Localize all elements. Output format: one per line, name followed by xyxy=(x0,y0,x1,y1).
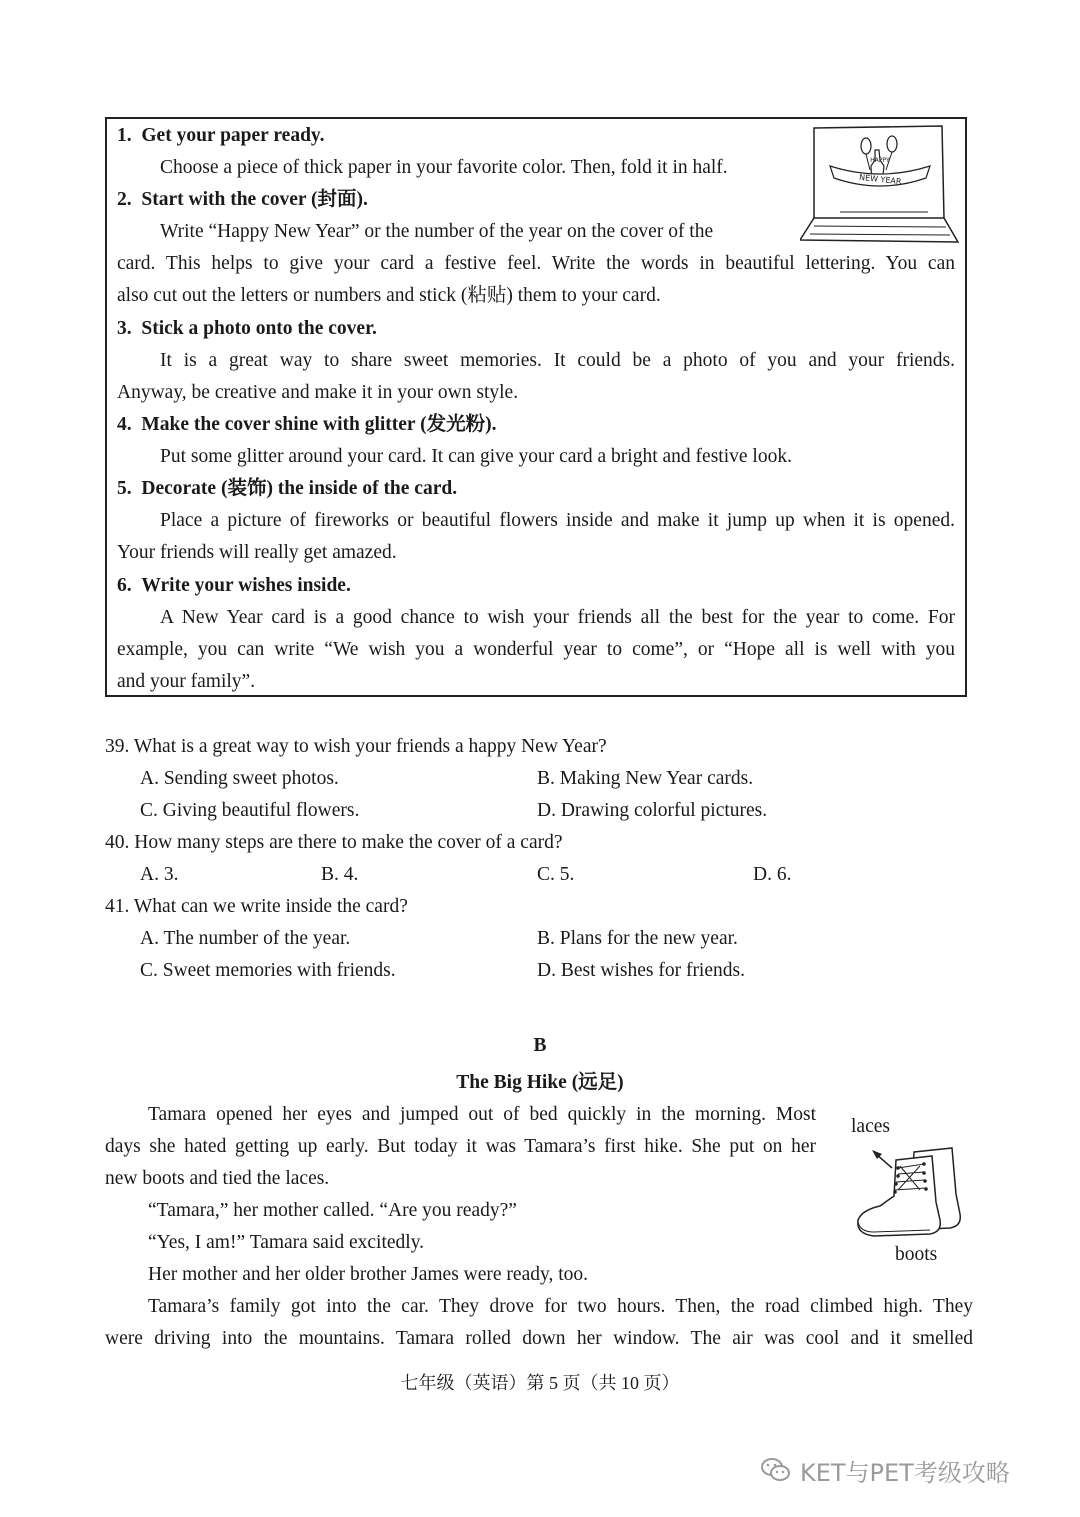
passage-b-line-5: “Yes, I am!” Tamara said excitedly. xyxy=(148,1232,425,1253)
step-4-title: 4. Make the cover shine with glitter (发光粉). xyxy=(117,414,497,435)
question-40-stem: 40. How many steps are there to make the cover of a card? xyxy=(105,832,563,853)
step-4-body-1: Put some glitter around your card. It can give your card a bright and festive look. xyxy=(160,446,792,467)
passage-b-title: The Big Hike (远足) xyxy=(456,1072,624,1093)
step-2-body-1: Write “Happy New Year” or the number of the year on the cover of the xyxy=(160,221,714,242)
step-2-body-3: also cut out the letters or numbers and stick (粘贴) them to your card. xyxy=(117,285,661,306)
question-40-option-c: C. 5. xyxy=(537,864,575,885)
question-39-option-b: B. Making New Year cards. xyxy=(537,768,754,789)
boots-label: boots xyxy=(895,1244,938,1265)
question-40-option-b: B. 4. xyxy=(321,864,359,885)
passage-b-line-4: “Tamara,” her mother called. “Are you ready?” xyxy=(148,1200,517,1221)
watermark xyxy=(760,1452,1060,1488)
question-41-option-d: D. Best wishes for friends. xyxy=(537,960,745,981)
page-footer: 七年级（英语）第 5 页（共 10 页） xyxy=(400,1373,680,1393)
passage-b-line-6: Her mother and her older brother James were ready, too. xyxy=(148,1264,589,1285)
question-40-option-d: D. 6. xyxy=(753,864,792,885)
step-2-title: 2. Start with the cover (封面). xyxy=(117,189,368,210)
step-1-body-1: Choose a piece of thick paper in your favorite color. Then, fold it in half. xyxy=(160,157,728,178)
question-39-option-d: D. Drawing colorful pictures. xyxy=(537,800,768,821)
step-2-body-2: card. This helps to give your card a festive feel. Write the words in beautiful lettering. You can xyxy=(117,253,955,274)
question-41-option-b: B. Plans for the new year. xyxy=(537,928,738,949)
step-3-body-2: Anyway, be creative and make it in your own style. xyxy=(117,382,519,403)
passage-b-line-7: Tamara’s family got into the car. They drove for two hours. Then, the road climbed high. They xyxy=(148,1296,973,1317)
watermark-text: KET与PET考级攻略 xyxy=(800,1458,1010,1487)
card-text-happy: HAPPY xyxy=(870,157,890,164)
question-39-option-c: C. Giving beautiful flowers. xyxy=(140,800,360,821)
new-year-card-illustration xyxy=(800,122,960,244)
passage-b-line-1: Tamara opened her eyes and jumped out of bed quickly in the morning. Most xyxy=(148,1104,816,1125)
question-41-option-a: A. The number of the year. xyxy=(140,928,351,949)
step-6-body-2: example, you can write “We wish you a wonderful year to come”, or “Hope all is well with you xyxy=(117,639,955,660)
section-b-heading: B xyxy=(533,1035,547,1056)
card-text-new-year: NEW YEAR xyxy=(858,172,902,187)
step-6-title: 6. Write your wishes inside. xyxy=(117,575,351,596)
step-5-body-1: Place a picture of fireworks or beautiful flowers inside and make it jump up when it is opened. xyxy=(160,510,955,531)
passage-b-line-3: new boots and tied the laces. xyxy=(105,1168,330,1189)
question-39-stem: 39. What is a great way to wish your friends a happy New Year? xyxy=(105,736,607,757)
passage-b-line-8: were driving into the mountains. Tamara rolled down her window. The air was cool and it smelled xyxy=(105,1328,973,1349)
question-39-option-a: A. Sending sweet photos. xyxy=(140,768,339,789)
question-40-option-a: A. 3. xyxy=(140,864,179,885)
boots-illustration xyxy=(840,1110,980,1270)
step-1-title: 1. Get your paper ready. xyxy=(117,125,325,146)
step-3-title: 3. Stick a photo onto the cover. xyxy=(117,318,377,339)
wechat-icon xyxy=(760,1455,792,1485)
step-6-body-1: A New Year card is a good chance to wish your friends all the best for the year to come. For xyxy=(160,607,955,628)
question-41-stem: 41. What can we write inside the card? xyxy=(105,896,408,917)
step-3-body-1: It is a great way to share sweet memories. It could be a photo of you and your friends. xyxy=(160,350,955,371)
step-6-body-3: and your family”. xyxy=(117,671,256,692)
question-41-option-c: C. Sweet memories with friends. xyxy=(140,960,396,981)
step-5-title: 5. Decorate (装饰) the inside of the card. xyxy=(117,478,458,499)
passage-b-line-2: days she hated getting up early. But today it was Tamara’s first hike. She put on her xyxy=(105,1136,816,1157)
step-5-body-2: Your friends will really get amazed. xyxy=(117,542,397,563)
laces-label: laces xyxy=(851,1116,890,1137)
